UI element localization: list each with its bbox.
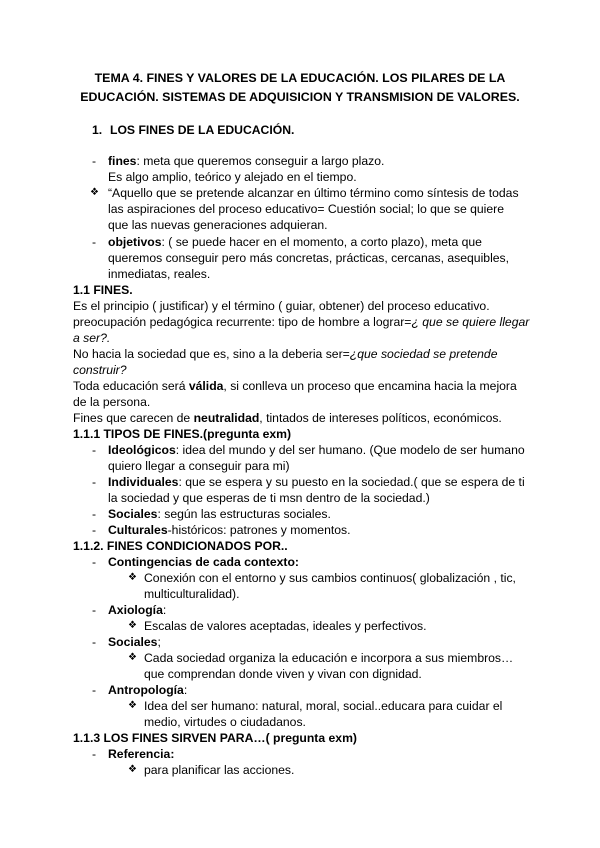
- text-run: preocupación pedagógica recurrente: tipo de hombre a lograr=: [73, 315, 412, 329]
- list-item: [108, 522, 351, 538]
- diamond-bullet-icon: ❖: [128, 572, 137, 583]
- diamond-bullet-icon: ❖: [128, 764, 137, 775]
- list-item: [108, 474, 525, 490]
- text-run: , si conlleva un proceso que encamina hacia la mejora: [223, 379, 517, 393]
- paragraph-line: [73, 410, 502, 426]
- objetivos-item: [108, 234, 482, 250]
- term: Individuales: [108, 475, 179, 489]
- quote-line-1: “Aquello que se pretende alcanzar en último término como síntesis de todas: [108, 186, 519, 200]
- bold-term: neutralidad: [193, 411, 260, 425]
- diamond-bullet-icon: ❖: [128, 700, 137, 711]
- term: Ideológicos: [108, 443, 176, 457]
- objetivos-line-3: inmediatas, reales.: [108, 267, 211, 281]
- sub-item: Conexión con el entorno y sus cambios continuos( globalización , tic,: [144, 571, 516, 585]
- diamond-bullet-icon: ❖: [128, 652, 137, 663]
- list-item: [108, 442, 525, 458]
- text-run: , tintados de intereses políticos, económicos.: [259, 411, 502, 425]
- dash-marker: -: [92, 603, 97, 617]
- list-item-continuation: la sociedad y que esperas de ti msn dentro de la sociedad.): [108, 491, 430, 505]
- subsection-heading-1-1-2: 1.1.2. FINES CONDICIONADOS POR..: [73, 539, 288, 553]
- list-item-continuation: quiero llegar a conseguir para mi): [108, 459, 290, 473]
- sub-item-continuation: que comprendan donde viven y vivan con dignidad.: [144, 667, 422, 681]
- text-run: Fines que carecen de: [73, 411, 194, 425]
- fines-continuation: Es algo amplio, teórico y alejado en el tiempo.: [108, 170, 357, 184]
- paragraph-line: Es el principio ( justificar) y el término ( guiar, obtener) del proceso educativo.: [73, 299, 490, 313]
- dash-marker: -: [92, 635, 97, 649]
- fines-item: [108, 153, 384, 169]
- term: Axiología: [108, 603, 163, 617]
- sub-item: Cada sociedad organiza la educación e incorpora a sus miembros…: [144, 651, 514, 665]
- subsection-heading-1-1: 1.1 FINES.: [73, 283, 133, 297]
- list-item-term: Contingencias de cada contexto:: [108, 555, 299, 569]
- dash-marker: -: [92, 235, 97, 249]
- italic-question: ¿que sociedad se pretende: [349, 347, 498, 361]
- dash-marker: -: [92, 443, 97, 457]
- dash-marker: -: [92, 683, 97, 697]
- quote-line-2: las aspiraciones del proceso educativo= Cuestión social; lo que se quiere: [108, 202, 504, 216]
- subsection-heading-1-1-3: 1.1.3 LOS FINES SIRVEN PARA…( pregunta exm): [73, 731, 357, 745]
- paragraph-line: [73, 346, 498, 362]
- paragraph-line: [73, 378, 517, 394]
- subsection-heading-1-1-1: 1.1.1 TIPOS DE FINES.(pregunta exm): [73, 427, 292, 441]
- document-title-line-1: TEMA 4. FINES Y VALORES DE LA EDUCACIÓN. LOS PILARES DE LA: [94, 71, 506, 85]
- text-run: Toda educación será: [73, 379, 189, 393]
- objetivos-line-2: queremos conseguir pero más concretas, prácticas, cercanas, asequibles,: [108, 251, 510, 265]
- dash-marker: -: [92, 154, 97, 168]
- dash-marker: -: [92, 555, 97, 569]
- definition: : que se espera y su puesto en la sociedad.( que se espera de ti: [178, 475, 525, 489]
- definition: : ( se puede hacer en el momento, a corto plazo), meta que: [161, 235, 482, 249]
- term: Sociales: [108, 507, 158, 521]
- paragraph-line: de la persona.: [73, 395, 151, 409]
- term: objetivos: [108, 235, 162, 249]
- definition: : según las estructuras sociales.: [157, 507, 331, 521]
- list-item: [108, 602, 166, 618]
- paragraph-line: [73, 314, 529, 330]
- sub-item: Idea del ser humano: natural, moral, social..educara para cuidar el: [144, 699, 503, 713]
- sub-item-continuation: medio, virtudes o ciudadanos.: [144, 715, 306, 729]
- section-heading: LOS FINES DE LA EDUCACIÓN.: [110, 123, 295, 137]
- list-item: [108, 682, 187, 698]
- definition: : idea del mundo y del ser humano. (Que modelo de ser humano: [175, 443, 525, 457]
- term: Antropología: [108, 683, 184, 697]
- diamond-bullet-icon: ❖: [128, 620, 137, 631]
- text-run: No hacia la sociedad que es, sino a la deberia ser=: [73, 347, 350, 361]
- diamond-bullet-icon: ❖: [90, 187, 99, 198]
- definition: : meta que queremos conseguir a largo plazo.: [136, 154, 385, 168]
- document-title-line-2: EDUCACIÓN. SISTEMAS DE ADQUISICION Y TRANSMISION DE VALORES.: [80, 90, 520, 104]
- list-item: [108, 634, 161, 650]
- italic-question: ¿ que se quiere llegar: [411, 315, 530, 329]
- punctuation: :: [162, 603, 167, 617]
- sub-item: Escalas de valores aceptadas, ideales y perfectivos.: [144, 619, 427, 633]
- dash-marker: -: [92, 507, 97, 521]
- section-number: 1.: [92, 123, 103, 137]
- definition: -históricos: patrones y momentos.: [167, 523, 351, 537]
- dash-marker: -: [92, 523, 97, 537]
- punctuation: ;: [157, 635, 161, 649]
- term: fines: [108, 154, 137, 168]
- term: Sociales: [108, 635, 158, 649]
- list-item: [108, 506, 331, 522]
- paragraph-line: construir?: [73, 363, 127, 377]
- paragraph-line: a ser?.: [73, 331, 111, 345]
- dash-marker: -: [92, 747, 97, 761]
- punctuation: :: [183, 683, 188, 697]
- sub-item-continuation: multiculturalidad).: [144, 587, 240, 601]
- dash-marker: -: [92, 475, 97, 489]
- term: Culturales: [108, 523, 168, 537]
- list-item-term: Referencia:: [108, 747, 175, 761]
- quote-line-3: que las nuevas generaciones adquieran.: [108, 218, 328, 232]
- bold-term: válida: [188, 379, 224, 393]
- sub-item: para planificar las acciones.: [144, 763, 295, 777]
